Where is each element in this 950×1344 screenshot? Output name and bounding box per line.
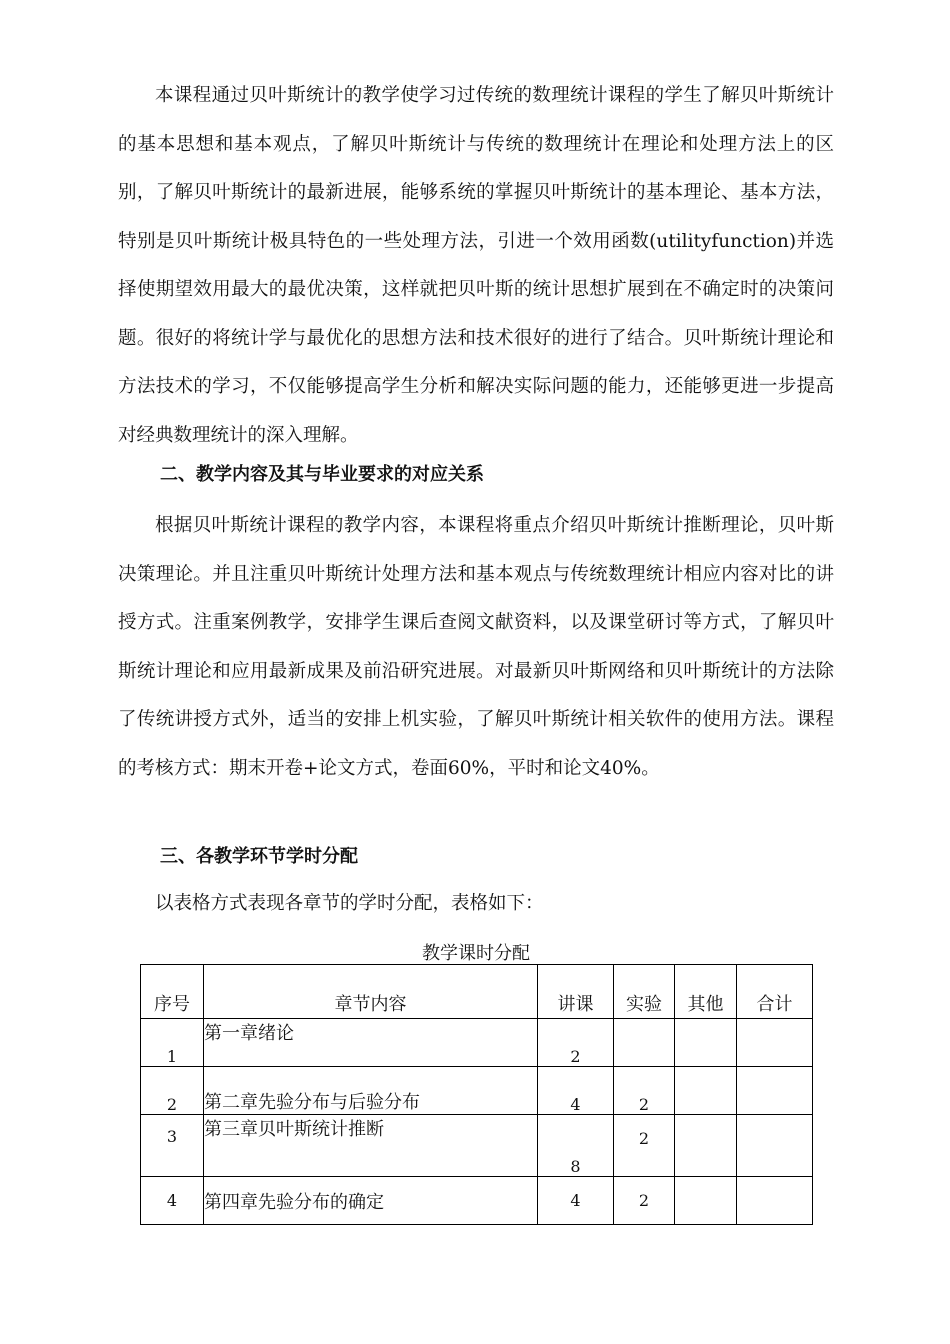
row-other <box>675 1115 737 1177</box>
row-title: 第二章先验分布与后验分布 <box>204 1067 538 1115</box>
intro-paragraph: 本课程通过贝叶斯统计的教学使学习过传统的数理统计课程的学生了解贝叶斯统计的基本思想和基本观点，了解贝叶斯统计与传统的数理统计在理论和处理方法上的区别，了解贝叶斯统计的最新进展，能够系统的掌握贝叶斯统计的基本理论、基本方法，特别是贝叶斯统计极具特色的一些处理方法，引进一个效用函数(utilityfunction)并选择使期望效用最大的最优决策，这样就把贝叶斯的统计思想扩展到在不确定时的决策问题。很好的将统计学与最优化的思想方法和技术很好的进行了结合。贝叶斯统计理论和方法技术的学习，不仅能够提高学生分析和解决实际问题的能力，还能够更进一步提高对经典数理统计的深入理解。 <box>118 85 834 446</box>
row-num: 3 <box>141 1115 204 1177</box>
row-other <box>675 1019 737 1067</box>
table-row <box>141 1177 813 1225</box>
row-total <box>737 1115 813 1177</box>
header-lab: 实验 <box>614 965 675 1019</box>
table-header-row <box>141 965 813 1019</box>
section-3-heading: 三、各教学环节学时分配 <box>160 846 358 867</box>
row-lecture: 4 <box>538 1067 614 1115</box>
row-total <box>737 1177 813 1225</box>
row-other <box>675 1067 737 1115</box>
section-2-paragraph: 根据贝叶斯统计课程的教学内容，本课程将重点介绍贝叶斯统计推断理论，贝叶斯决策理论。并且注重贝叶斯统计处理方法和基本观点与传统数理统计相应内容对比的讲授方式。注重案例教学，安排学生课后查阅文献资料，以及课堂研讨等方式，了解贝叶斯统计理论和应用最新成果及前沿研究进展。对最新贝叶斯网络和贝叶斯统计的方法除了传统讲授方式外，适当的安排上机实验，了解贝叶斯统计相关软件的使用方法。课程的考核方式：期末开卷+论文方式，卷面60%，平时和论文40%。 <box>118 515 834 779</box>
row-num: 4 <box>141 1177 204 1225</box>
table-row <box>141 1067 813 1115</box>
header-total: 合计 <box>737 965 813 1019</box>
row-lecture: 2 <box>538 1019 614 1067</box>
section-3-paragraph: 以表格方式表现各章节的学时分配，表格如下： <box>155 893 544 914</box>
row-other <box>675 1177 737 1225</box>
row-title: 第四章先验分布的确定 <box>204 1177 538 1225</box>
header-content: 章节内容 <box>204 965 538 1019</box>
row-lab <box>614 1019 675 1067</box>
header-lecture: 讲课 <box>538 965 614 1019</box>
row-total <box>737 1067 813 1115</box>
row-lab: 2 <box>614 1177 675 1225</box>
row-title: 第一章绪论 <box>204 1019 538 1067</box>
header-other: 其他 <box>675 965 737 1019</box>
row-lecture: 4 <box>538 1177 614 1225</box>
section-2-heading: 二、教学内容及其与毕业要求的对应关系 <box>160 464 484 485</box>
row-lecture: 8 <box>538 1115 614 1177</box>
hours-table <box>140 964 813 1225</box>
row-total <box>737 1019 813 1067</box>
row-title: 第三章贝叶斯统计推断 <box>204 1115 538 1177</box>
row-lab: 2 <box>614 1067 675 1115</box>
row-num: 2 <box>141 1067 204 1115</box>
table-row <box>141 1019 813 1067</box>
header-num: 序号 <box>141 965 204 1019</box>
table-row <box>141 1115 813 1177</box>
row-num: 1 <box>141 1019 204 1067</box>
row-lab: 2 <box>614 1115 675 1177</box>
table-caption: 教学课时分配 <box>422 943 530 964</box>
